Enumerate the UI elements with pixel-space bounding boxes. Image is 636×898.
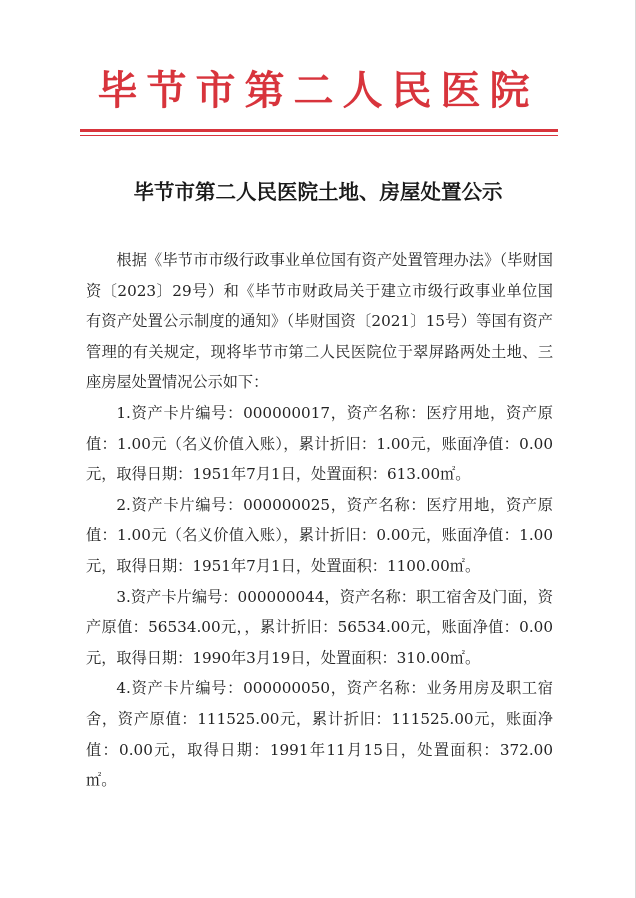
letterhead-title: 毕节市第二人民医院 [97, 68, 539, 114]
intro-paragraph: 根据《毕节市市级行政事业单位国有资产处置管理办法》（毕财国资〔2023〕29号）和《毕节市财政局关于建立市级行政事业单位国有资产处置公示制度的通知》（毕财国资〔2021〕15号）等国有资产管理的有关规定，现将毕节市第二人民医院位于翠屏路两处土地、三座房屋处置情况公示如下： [86, 251, 553, 392]
asset-item-2: 2.资产卡片编号：000000025，资产名称：医疗用地，资产原值：1.00元（名义价值入账），累计折旧：0.00元，账面净值：1.00元，取得日期：1951年7月1日，处置面积：1100.00㎡。 [86, 495, 553, 575]
document-body [86, 245, 553, 796]
letterhead-rule-thin [80, 135, 558, 136]
asset-item-3: 3.资产卡片编号：000000044，资产名称：职工宿舍及门面，资产原值：56534.00元，，累计折旧：56534.00元，账面净值：0.00元，取得日期：1990年3月19日，处置面积：310.00㎡。 [86, 587, 553, 667]
letterhead-rule-thick [80, 129, 558, 132]
asset-item-1: 1.资产卡片编号：000000017，资产名称：医疗用地，资产原值：1.00元（名义价值入账），累计折旧：1.00元，账面净值：0.00元，取得日期：1951年7月1日，处置面积：613.00㎡。 [86, 403, 553, 484]
asset-item-4: 4.资产卡片编号：000000050，资产名称：业务用房及职工宿舍，资产原值：111525.00元，累计折旧：111525.00元，账面净值：0.00元，取得日期：1991年11月15日，处置面积：372.00㎡。 [86, 679, 553, 790]
document-title: 毕节市第二人民医院土地、房屋处置公示 [133, 180, 503, 204]
